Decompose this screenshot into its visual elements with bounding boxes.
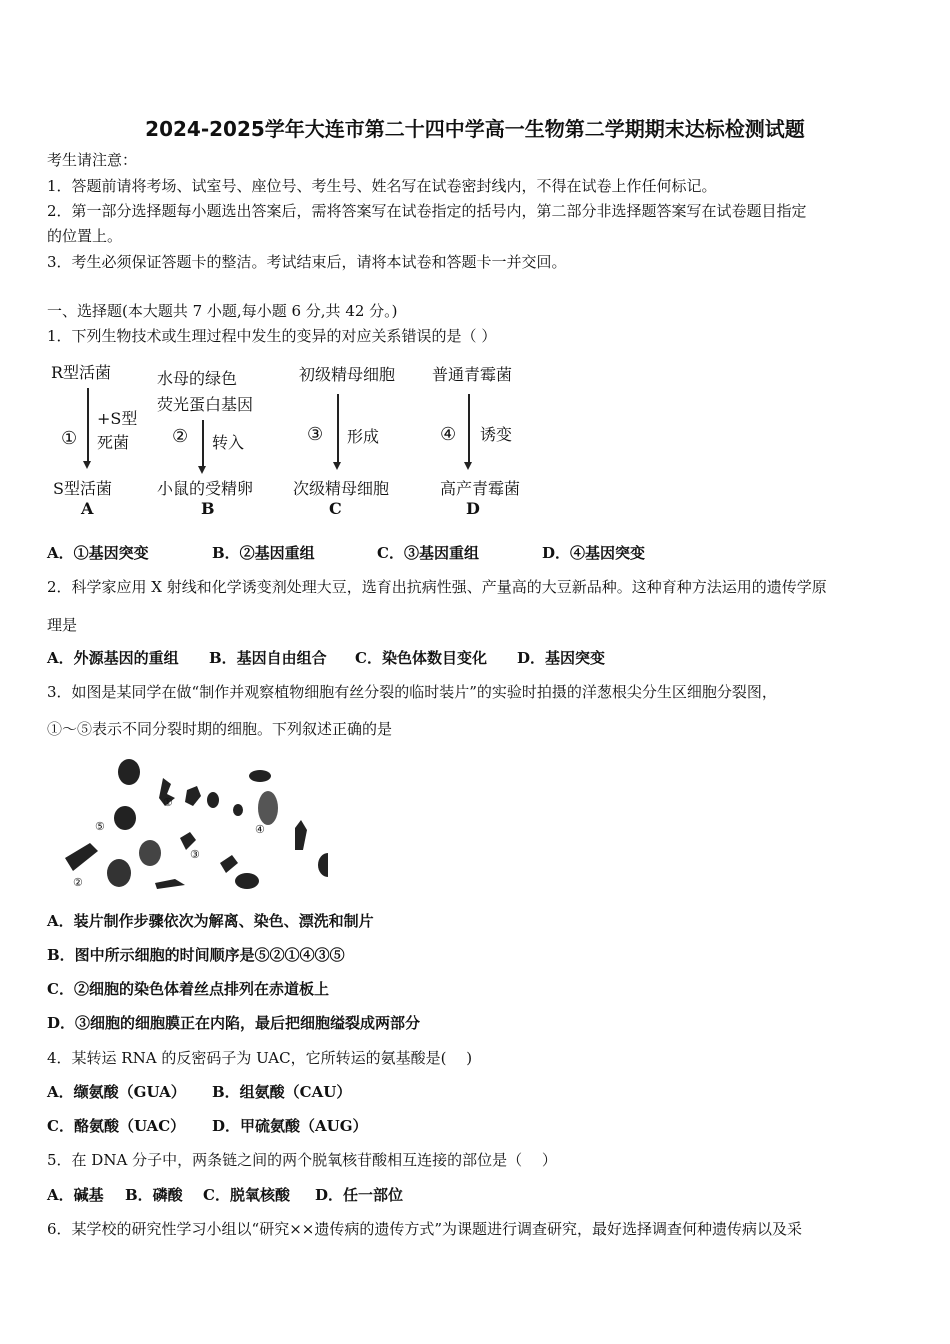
question-5-stem: 5．在 DNA 分子中，两条链之间的两个脱氧核苷酸相互连接的部位是（ ） [47,1151,557,1169]
cell [295,820,307,850]
question-2-options [47,648,605,668]
option-a: A．①基因突变 [47,544,149,562]
option-d: D．任一部位 [315,1186,404,1204]
option-b: B．组氨酸（CAU） [212,1083,352,1101]
label-2: ② [73,876,83,889]
option-b: B．磷酸 [125,1186,183,1204]
cell [258,791,278,825]
cell [318,853,328,877]
cell [114,806,136,830]
fig-c-label: C [329,499,342,518]
fig-b-label: B [201,499,215,518]
question-3-stem: 3．如图是某同学在做“制作并观察植物细胞有丝分裂的临时装片”的实验时拍摄的洋葱根尖分生区细胞分裂图， [47,683,777,701]
arrow-icon [468,394,470,464]
fig-c-side: 形成 [347,427,380,446]
option-c: C．③基因重组 [377,544,479,562]
notice-heading: 考生请注意： [47,151,138,169]
question-4-options-row1 [47,1082,351,1102]
option-c: C．脱氧核酸 [203,1186,290,1204]
option-d: D．基因突变 [517,649,606,667]
fig-a-side2: 死菌 [97,433,130,452]
notice-item: 1．答题前请将考场、试室号、座位号、考生号、姓名写在试卷密封线内，不得在试卷上作任何标记。 [47,177,717,195]
fig-d-side: 诱变 [480,425,513,444]
option-d: D．甲硫氨酸（AUG） [212,1117,368,1135]
arrow-icon [337,394,339,464]
fig-b-top: 水母的绿色 [157,369,238,388]
fig-c-num: ③ [307,424,324,445]
fig-d-bottom: 高产青霉菌 [440,479,521,498]
cell [220,855,238,873]
fig-c-bottom: 次级精母细胞 [293,479,390,498]
question-1-stem: 1．下列生物技术或生理过程中发生的变异的对应关系错误的是（ ） [47,327,497,345]
question-4-stem: 4．某转运 RNA 的反密码子为 UAC，它所转运的氨基酸是( ) [47,1049,473,1067]
question-3-option-d: D．③细胞的细胞膜正在内陷，最后把细胞缢裂成两部分 [47,1014,421,1032]
option-b: B．基因自由组合 [209,649,327,667]
fig-a-num: ① [61,428,78,449]
cell [139,840,161,866]
option-d: D．④基因突变 [542,544,646,562]
label-5: ⑤ [95,820,105,833]
cell [233,804,243,816]
question-3-option-a: A．装片制作步骤依次为解离、染色、漂洗和制片 [47,912,374,930]
arrow-icon [87,388,89,463]
fig-d-top: 普通青霉菌 [432,365,513,384]
fig-a-bottom: S型活菌 [53,479,112,498]
fig-b-bottom: 小鼠的受精卵 [157,479,254,498]
page-title: 2024-2025学年大连市第二十四中学高一生物第二学期期末达标检测试题 [145,117,805,141]
fig-b-top2: 荧光蛋白基因 [157,395,254,414]
question-4-options-row2 [47,1116,368,1136]
fig-c-top: 初级精母细胞 [299,365,396,384]
option-c: C．酪氨酸（UAC） [47,1117,186,1135]
cell [235,873,259,889]
option-c: C．染色体数目变化 [355,649,487,667]
fig-d-num: ④ [440,424,457,445]
cell [185,786,201,806]
label-4: ④ [255,823,265,836]
cell [207,792,219,808]
question-3-option-c: C．②细胞的染色体着丝点排列在赤道板上 [47,980,329,998]
option-b: B．②基因重组 [212,544,315,562]
question-1-options [47,543,645,563]
cell [65,843,98,871]
fig-b-side: 转入 [212,433,245,452]
cell-division-micrograph [45,748,330,893]
fig-a-label: A [81,499,94,518]
cell [107,859,131,887]
cell [155,879,185,889]
question-3-stem-cont: ①～⑤表示不同分裂时期的细胞。下列叙述正确的是 [47,720,393,738]
option-a: A．碱基 [47,1186,104,1204]
fig-d-label: D [466,499,480,518]
notice-item: 3．考生必须保证答题卡的整洁。考试结束后，请将本试卷和答题卡一并交回。 [47,253,567,271]
label-3: ③ [190,848,200,861]
cell [249,770,271,782]
fig-b-num: ② [172,426,189,447]
question-2-stem: 2．科学家应用 X 射线和化学诱变剂处理大豆，选育出抗病性强、产量高的大豆新品种。这种育种方法运用的遗传学原 [47,578,827,596]
notice-item: 2．第一部分选择题每小题选出答案后，需将答案写在试卷指定的括号内，第二部分非选择题答案写在试卷题目指定 [47,202,807,220]
section-heading: 一、选择题(本大题共 7 小题,每小题 6 分,共 42 分。) [47,302,398,320]
fig-a-side: +S型 [97,409,138,428]
question-6-stem: 6．某学校的研究性学习小组以“研究××遗传病的遗传方式”为课题进行调查研究，最好选择调查何种遗传病以及采 [47,1220,803,1238]
question-1-figure [47,358,537,523]
option-a: A．外源基因的重组 [47,649,179,667]
option-a: A．缬氨酸（GUA） [47,1083,186,1101]
question-2-stem-cont: 理是 [47,616,78,634]
question-5-options [47,1185,403,1205]
label-1: ① [163,796,173,809]
fig-a-top: R型活菌 [51,363,112,382]
notice-item: 的位置上。 [47,227,123,245]
question-3-option-b: B．图中所示细胞的时间顺序是⑤②①④③⑤ [47,946,345,964]
cell [118,759,140,785]
arrow-icon [202,420,204,468]
